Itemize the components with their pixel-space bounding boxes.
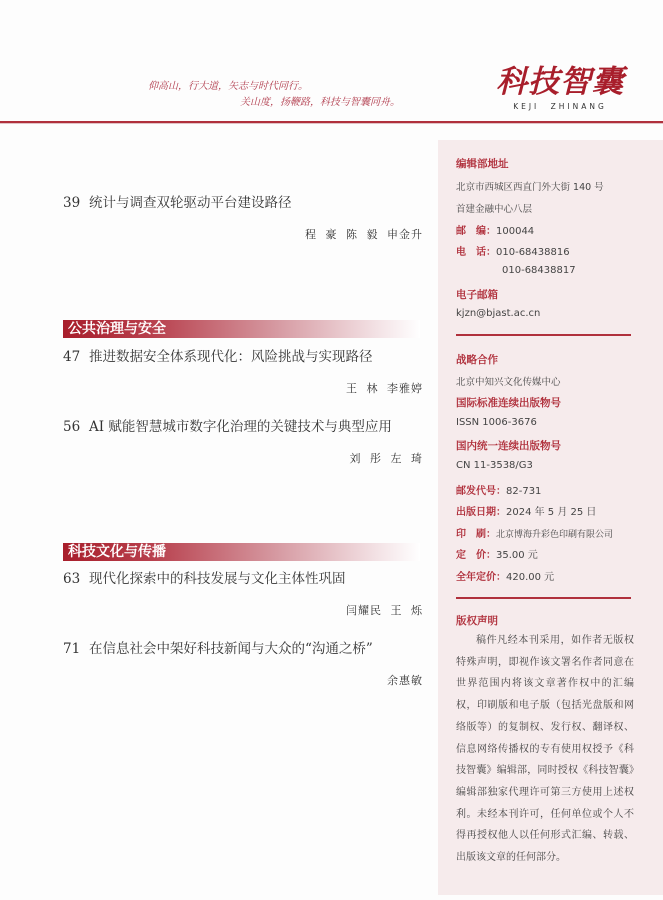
- printer-label: 印 刷：: [456, 529, 496, 540]
- price-value: 35.00 元: [496, 550, 538, 561]
- cn-heading: 国内统一连续出版物号: [456, 440, 561, 452]
- copyright-text: 稿件凡经本刊采用，如作者无版权特殊声明，即视作该文署名作者同意在世界范围内将该文章著作权中的汇编权，印刷版和电子版（包括光盘版和网络版等）的复制权、发行权、翻译权、信息网络传播权的专有使用权授予《科技智囊》编辑部，同时授权《科技智囊》编辑部独家代理许可第三方使用上述权利。未经本刊许可，任何单位或个人不得再授权他人以任何形式汇编、转载、出版该文章的任何部分。: [456, 635, 634, 864]
- phone-label: 电 话：: [456, 247, 496, 258]
- logo-chinese: 科技智囊: [496, 64, 624, 100]
- toc-entry[interactable]: [63, 418, 423, 466]
- toc-entry[interactable]: [63, 348, 423, 396]
- cn-value: CN 11-3538/G3: [456, 460, 533, 471]
- postal-code-value: 82-731: [506, 486, 542, 497]
- phone-row: [456, 243, 570, 258]
- phone-value-2: 010-68438817: [502, 265, 576, 276]
- postcode-row: [456, 222, 534, 237]
- section-header-sci-culture: [63, 543, 420, 561]
- article-title-line: [63, 640, 423, 658]
- pub-date-value: 2024 年 5 月 25 日: [506, 507, 597, 518]
- issn-heading: 国际标准连续出版物号: [456, 397, 561, 409]
- article-title-line: [63, 194, 423, 212]
- price-row: [456, 546, 538, 561]
- toc-entry[interactable]: [63, 570, 423, 618]
- article-authors: 程 豪 陈 毅 申金升: [305, 228, 423, 241]
- sidebar-divider: [456, 334, 631, 336]
- logo-pinyin: KEJI ZHINANG: [513, 102, 607, 111]
- sidebar-divider: [456, 597, 631, 599]
- annual-price-row: [456, 568, 554, 583]
- pub-date-row: [456, 503, 596, 518]
- article-title: 现代化探索中的科技发展与文化主体性巩固: [89, 571, 346, 587]
- magazine-logo: [494, 64, 626, 111]
- section-title: 公共治理与安全: [68, 321, 166, 337]
- editorial-address-heading: 编辑部地址: [456, 158, 509, 170]
- header-slogan: [148, 79, 400, 111]
- copyright-heading: 版权声明: [456, 615, 498, 627]
- masthead-sidebar: [438, 140, 663, 895]
- postcode-value: 100044: [496, 226, 535, 237]
- email-heading: 电子邮箱: [456, 289, 498, 301]
- postcode-label: 邮 编：: [456, 226, 496, 237]
- header-divider-shadow: [0, 123, 663, 124]
- issn-value: ISSN 1006-3676: [456, 417, 537, 428]
- annual-price-label: 全年定价：: [456, 572, 506, 583]
- price-label: 定 价：: [456, 550, 496, 561]
- article-authors: 王 林 李雅婷: [346, 382, 423, 395]
- page-number: 56: [63, 419, 81, 435]
- article-title-line: [63, 418, 423, 436]
- page-number: 71: [63, 641, 81, 657]
- slogan-line-2: 关山度，扬鞭路，科技与智囊同舟。: [240, 97, 400, 108]
- page-number: 39: [63, 195, 81, 211]
- page-number: 63: [63, 571, 81, 587]
- article-authors: 余惠敏: [387, 674, 423, 687]
- article-title: 统计与调查双轮驱动平台建设路径: [89, 195, 292, 211]
- slogan-line-1: 仰高山，行大道，矢志与时代同行。: [148, 81, 308, 92]
- article-authors: 闫耀民 王 烁: [346, 604, 423, 617]
- article-title: 推进数据安全体系现代化：风险挑战与实现路径: [89, 349, 373, 365]
- email-value[interactable]: kjzn@bjast.ac.cn: [456, 308, 541, 319]
- article-title-line: [63, 348, 423, 366]
- toc-entry[interactable]: [63, 194, 423, 242]
- printer-value: 北京博海升彩色印刷有限公司: [496, 530, 614, 540]
- article-title: 在信息社会中架好科技新闻与大众的“沟通之桥”: [89, 641, 373, 657]
- article-title: AI 赋能智慧城市数字化治理的关键技术与典型应用: [89, 419, 392, 435]
- postal-code-row: [456, 482, 541, 497]
- phone-value-1: 010-68438816: [496, 247, 570, 258]
- article-authors: 刘 彤 左 琦: [349, 452, 423, 465]
- annual-price-value: 420.00 元: [506, 572, 555, 583]
- printer-row: [456, 525, 613, 540]
- article-title-line: [63, 570, 423, 588]
- toc-entry[interactable]: [63, 640, 423, 688]
- address-line-1: 北京市西城区西直门外大街 140 号: [456, 182, 604, 193]
- section-title: 科技文化与传播: [68, 544, 166, 560]
- page-number: 47: [63, 349, 81, 365]
- partner-heading: 战略合作: [456, 354, 498, 366]
- partner-value: 北京中知兴文化传媒中心: [456, 377, 561, 388]
- section-header-public-governance: [63, 320, 420, 338]
- pub-date-label: 出版日期：: [456, 507, 506, 518]
- address-line-2: 首建金融中心八层: [456, 204, 533, 215]
- postal-code-label: 邮发代号：: [456, 486, 506, 497]
